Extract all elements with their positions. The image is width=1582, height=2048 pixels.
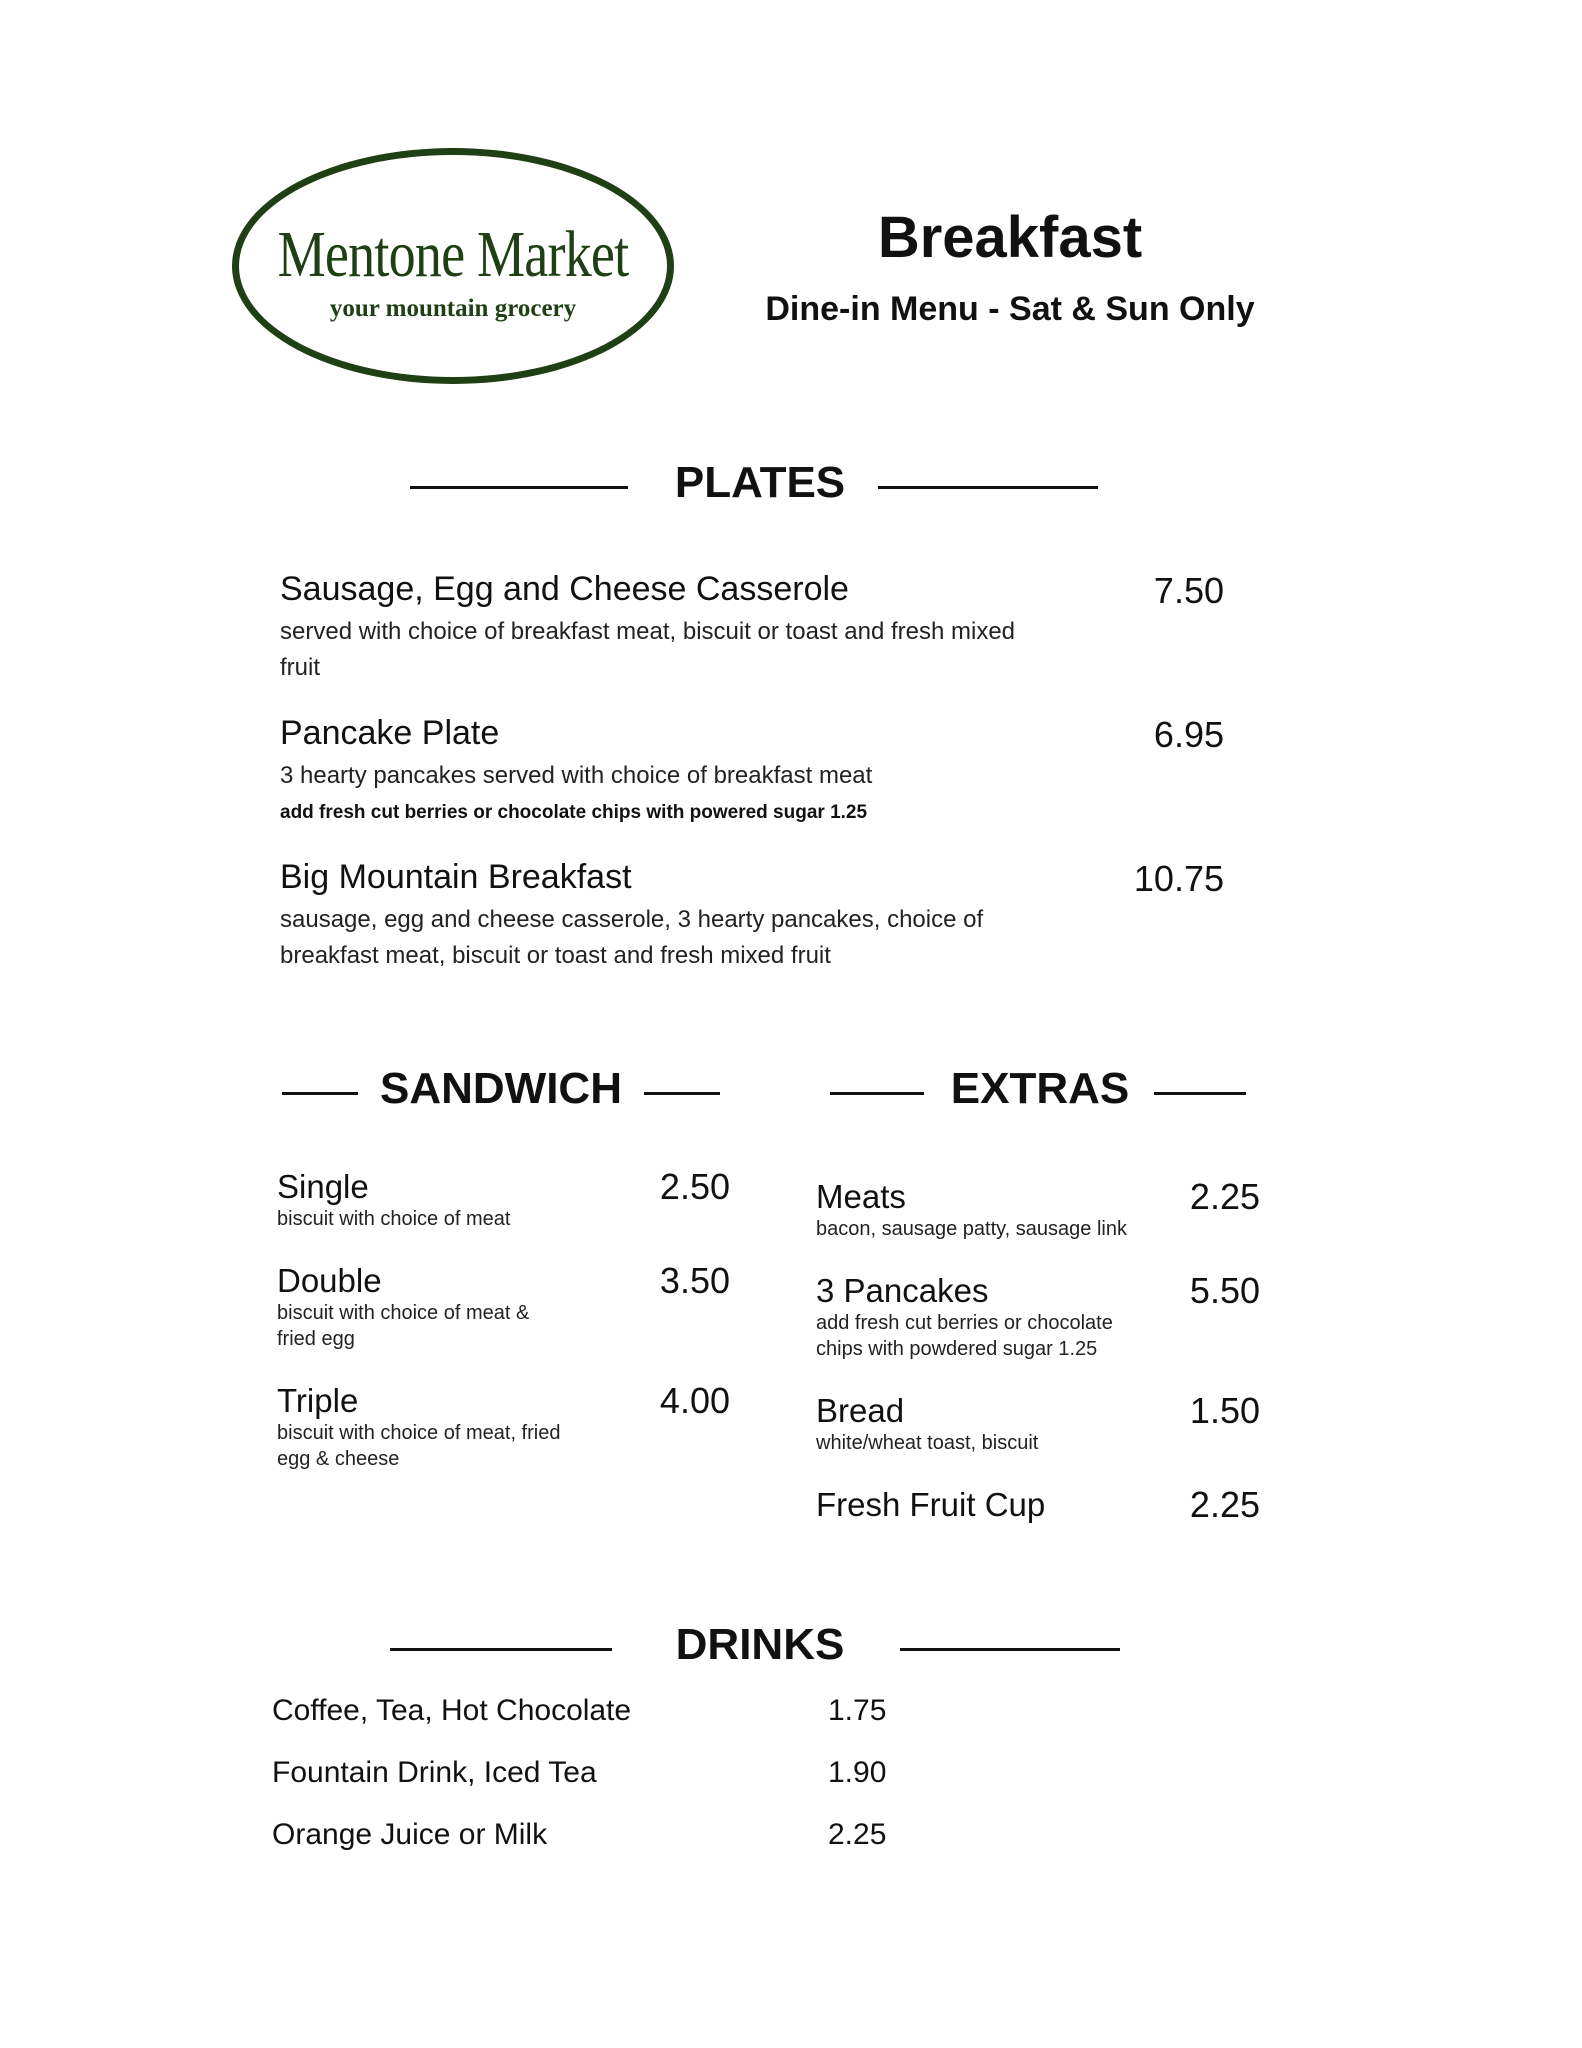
section-rule	[900, 1648, 1120, 1651]
section-rule	[1154, 1092, 1246, 1095]
sandwich-item-name: Single	[277, 1168, 369, 1205]
plate-item-desc: 3 hearty pancakes served with choice of breakfast meat	[280, 762, 873, 789]
extras-item-name: 3 Pancakes	[816, 1272, 989, 1309]
drink-item-price: 1.75	[828, 1694, 887, 1727]
sandwich-item-desc: biscuit with choice of meat, fried egg & cheese	[277, 1422, 561, 1470]
sandwich-item-name: Double	[277, 1262, 382, 1299]
extras-item-price: 2.25	[1189, 1484, 1260, 1525]
plate-item-price: 7.50	[1153, 570, 1224, 611]
drink-item-price: 1.90	[828, 1756, 887, 1789]
page-title: Breakfast	[877, 205, 1143, 270]
sandwich-item-price: 4.00	[659, 1380, 730, 1421]
logo-tagline: your mountain grocery	[329, 295, 577, 322]
section-rule	[410, 486, 628, 489]
extras-item-name: Meats	[816, 1178, 906, 1215]
drinks-heading: DRINKS	[675, 1620, 845, 1669]
section-rule	[830, 1092, 924, 1095]
sandwich-heading: SANDWICH	[380, 1064, 622, 1113]
plate-item-name: Pancake Plate	[280, 714, 500, 752]
extras-item-desc: add fresh cut berries or chocolate chips with powdered sugar 1.25	[816, 1312, 1113, 1360]
sandwich-item-desc: biscuit with choice of meat	[277, 1208, 511, 1230]
sandwich-item-price: 2.50	[659, 1166, 730, 1207]
plate-item-note: add fresh cut berries or chocolate chips with powered sugar 1.25	[280, 802, 868, 823]
extras-item-price: 5.50	[1189, 1270, 1260, 1311]
logo-name: Mentone Market	[277, 218, 629, 291]
extras-heading: EXTRAS	[950, 1064, 1130, 1113]
page-subtitle: Dine-in Menu - Sat & Sun Only	[765, 290, 1255, 328]
section-rule	[282, 1092, 358, 1095]
logo	[232, 148, 674, 384]
plate-item-desc: sausage, egg and cheese casserole, 3 hearty pancakes, choice of breakfast meat, biscuit or toast and fresh mixed fruit	[280, 906, 984, 969]
drink-item-name: Coffee, Tea, Hot Chocolate	[272, 1694, 632, 1727]
extras-item-desc: bacon, sausage patty, sausage link	[816, 1218, 1127, 1240]
section-rule	[644, 1092, 720, 1095]
plate-item-desc: served with choice of breakfast meat, biscuit or toast and fresh mixed fruit	[280, 618, 1016, 681]
plate-item-price: 6.95	[1153, 714, 1224, 755]
sandwich-item-desc: biscuit with choice of meat & fried egg	[277, 1302, 530, 1350]
extras-item-price: 1.50	[1189, 1390, 1260, 1431]
extras-item-name: Bread	[816, 1392, 905, 1429]
drink-item-price: 2.25	[828, 1818, 887, 1851]
plate-item-price: 10.75	[1133, 858, 1224, 899]
drink-item-name: Fountain Drink, Iced Tea	[272, 1756, 597, 1789]
extras-item-price: 2.25	[1189, 1176, 1260, 1217]
plate-item-name: Sausage, Egg and Cheese Casserole	[280, 570, 849, 608]
sandwich-item-price: 3.50	[659, 1260, 730, 1301]
sandwich-item-name: Triple	[277, 1382, 359, 1419]
section-rule	[878, 486, 1098, 489]
extras-item-desc: white/wheat toast, biscuit	[816, 1432, 1039, 1454]
extras-item-name: Fresh Fruit Cup	[816, 1486, 1046, 1523]
plates-heading: PLATES	[674, 458, 846, 507]
drink-item-name: Orange Juice or Milk	[272, 1818, 548, 1851]
plate-item-name: Big Mountain Breakfast	[280, 858, 632, 896]
section-rule	[390, 1648, 612, 1651]
